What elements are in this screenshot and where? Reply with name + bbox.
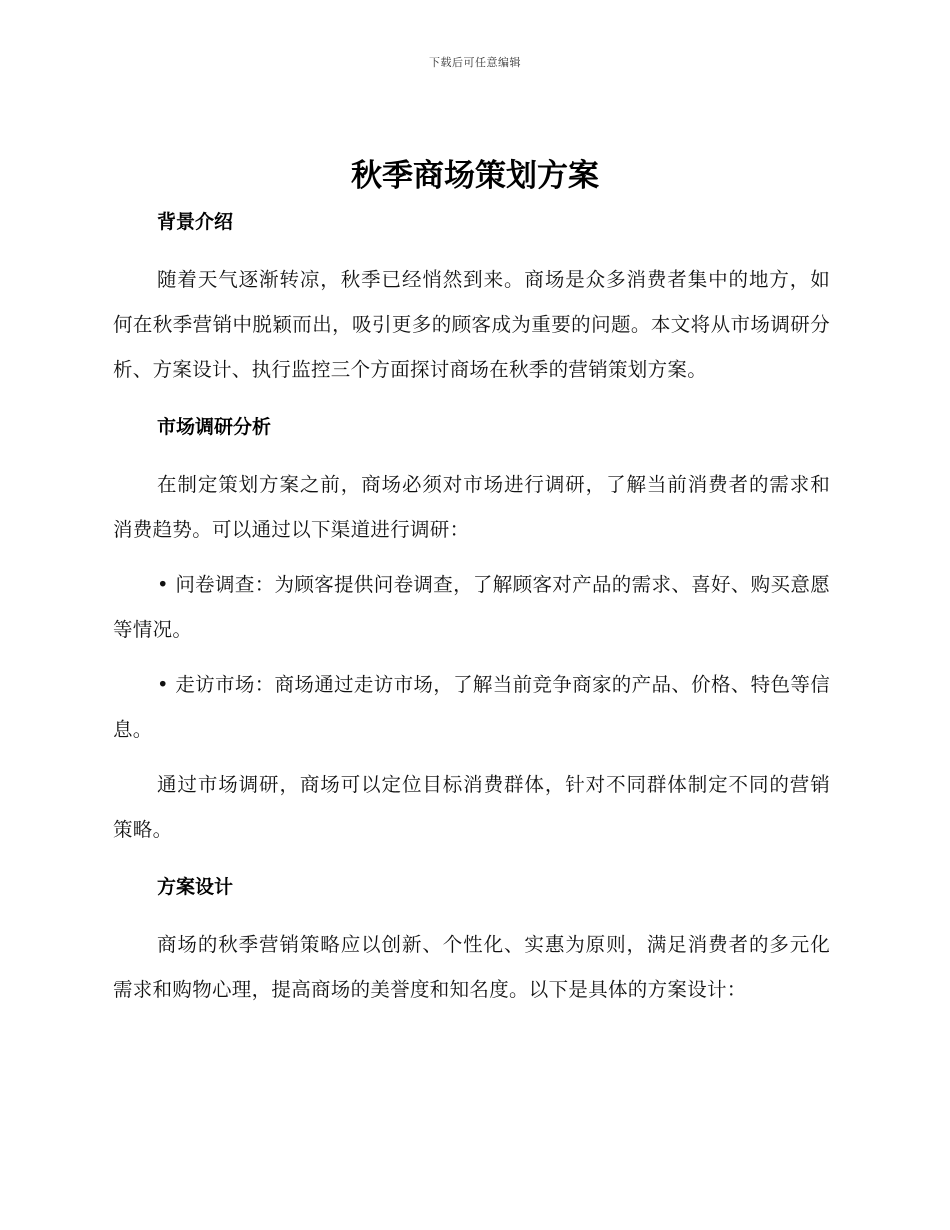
section-heading-plan-design: 方案设计 (157, 876, 234, 898)
paragraph-research-conclusion: 通过市场调研，商场可以定位目标消费群体，针对不同群体制定不同的营销策略。 (113, 773, 830, 841)
section-heading-market-research: 市场调研分析 (157, 416, 272, 438)
paragraph-research-intro: 在制定策划方案之前，商场必须对市场进行调研，了解当前消费者的需求和消费趋势。可以通过以下渠道进行调研： (113, 473, 830, 541)
paragraph-background: 随着天气逐渐转凉，秋季已经悄然到来。商场是众多消费者集中的地方，如何在秋季营销中脱颖而出，吸引更多的顾客成为重要的问题。本文将从市场调研分析、方案设计、执行监控三个方面探讨商场在秋季的营销策划方案。 (113, 268, 830, 381)
section-heading-background: 背景介绍 (157, 211, 234, 233)
list-item-market-visit: • 走访市场：商场通过走访市场，了解当前竞争商家的产品、价格、特色等信息。 (113, 673, 830, 741)
paragraph-plan-design: 商场的秋季营销策略应以创新、个性化、实惠为原则，满足消费者的多元化需求和购物心理，提高商场的美誉度和知名度。以下是具体的方案设计： (113, 933, 830, 1001)
document-title: 秋季商场策划方案 (351, 158, 599, 194)
document-body (113, 200, 830, 1012)
list-item-questionnaire: • 问卷调查：为顾客提供问卷调查，了解顾客对产品的需求、喜好、购买意愿等情况。 (113, 573, 830, 641)
page-header-note: 下载后可任意编辑 (429, 56, 521, 69)
